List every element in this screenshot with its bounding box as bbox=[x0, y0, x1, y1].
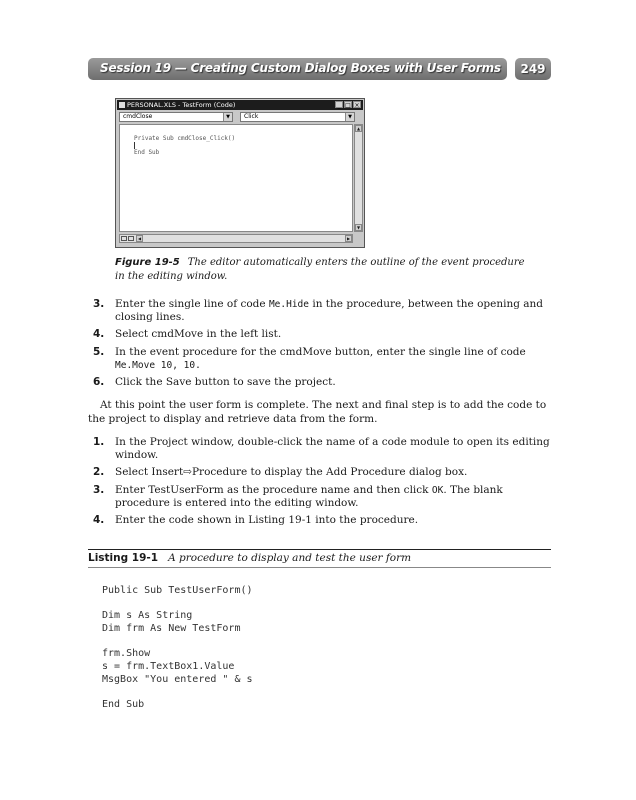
step-number: 2. bbox=[93, 466, 105, 478]
code-line: s = frm.TextBox1.Value bbox=[102, 661, 235, 672]
running-header-bar bbox=[88, 58, 507, 80]
menu-arrow-icon: ⇨ bbox=[183, 466, 192, 478]
app-icon bbox=[119, 102, 125, 108]
list-item bbox=[93, 328, 553, 341]
horizontal-scrollbar[interactable] bbox=[119, 234, 353, 243]
vertical-scrollbar[interactable] bbox=[354, 124, 363, 232]
step-text: Enter the code shown in Listing 19-1 into the procedure. bbox=[115, 514, 419, 526]
figure-caption-text: The editor automatically enters the outline of the event procedure in the editing window. bbox=[115, 257, 525, 282]
step-text: in the procedure, between the opening and closing lines. bbox=[115, 298, 544, 323]
step-text: Enter TestUserForm as the procedure name and then click bbox=[115, 484, 432, 496]
maximize-icon[interactable]: □ bbox=[345, 102, 351, 109]
step-number: 4. bbox=[93, 514, 105, 526]
running-title: Session 19 — Creating Custom Dialog Boxes with User Forms bbox=[100, 61, 501, 75]
step-text: . The blank procedure is entered into the editing window. bbox=[115, 484, 503, 509]
figure-screenshot-window bbox=[115, 98, 365, 248]
object-combo[interactable] bbox=[119, 112, 233, 122]
inline-code: Me.Move 10, 10. bbox=[115, 360, 201, 371]
window-titlebar bbox=[117, 100, 363, 110]
inline-code: OK bbox=[431, 485, 444, 496]
list-item bbox=[93, 514, 553, 527]
list-item bbox=[93, 436, 553, 462]
step-number: 5. bbox=[93, 346, 105, 358]
chevron-down-icon[interactable]: ▼ bbox=[345, 113, 354, 121]
figure-label: Figure 19-5 bbox=[115, 257, 180, 268]
close-icon[interactable]: × bbox=[354, 102, 360, 109]
page-number: 249 bbox=[515, 58, 551, 80]
procedure-view-icon[interactable] bbox=[121, 236, 127, 241]
scroll-left-icon[interactable]: ◀ bbox=[137, 236, 142, 241]
code-editor[interactable] bbox=[119, 124, 353, 232]
step-text: In the event procedure for the cmdMove button, enter the single line of code bbox=[115, 346, 526, 358]
code-line: Public Sub TestUserForm() bbox=[102, 585, 253, 596]
step-number: 3. bbox=[93, 298, 105, 310]
code-line: Dim s As String bbox=[102, 610, 193, 621]
procedure-combo[interactable] bbox=[240, 112, 355, 122]
step-number: 3. bbox=[93, 484, 105, 496]
text-caret bbox=[134, 142, 135, 149]
listing-rule-top bbox=[88, 549, 551, 550]
procedure-combo-value: Click bbox=[244, 113, 259, 120]
inline-code: Me.Hide bbox=[268, 299, 309, 310]
step-text: Click the Save button to save the project. bbox=[115, 376, 336, 388]
list-item bbox=[93, 484, 553, 510]
scroll-up-icon[interactable]: ▲ bbox=[356, 126, 361, 131]
step-text: Select Insert bbox=[115, 466, 184, 478]
step-number: 1. bbox=[93, 436, 105, 448]
code-line: MsgBox "You entered " & s bbox=[102, 674, 253, 685]
scroll-right-icon[interactable]: ▶ bbox=[346, 236, 351, 241]
list-item bbox=[93, 466, 553, 479]
listing-caption-text: A procedure to display and test the user form bbox=[168, 552, 412, 564]
listing-label: Listing 19-1 bbox=[88, 552, 159, 564]
code-line: frm.Show bbox=[102, 648, 151, 659]
code-line: Private Sub cmdClose_Click() bbox=[134, 135, 236, 142]
window-title: PERSONAL.XLS - TestForm (Code) bbox=[127, 101, 236, 109]
object-combo-value: cmdClose bbox=[123, 113, 153, 120]
step-number: 6. bbox=[93, 376, 105, 388]
step-text: Select cmdMove in the left list. bbox=[115, 328, 282, 340]
scroll-down-icon[interactable]: ▼ bbox=[356, 225, 361, 230]
figure-caption bbox=[115, 256, 535, 284]
body-paragraph: At this point the user form is complete. The next and final step is to add the code to the project to display and retrieve data from the form. bbox=[88, 399, 547, 425]
list-item bbox=[93, 346, 553, 372]
step-text: Enter the single line of code bbox=[115, 298, 269, 310]
step-text: Procedure to display the Add Procedure dialog box. bbox=[191, 466, 468, 478]
step-number: 4. bbox=[93, 328, 105, 340]
code-line: Dim frm As New TestForm bbox=[102, 623, 241, 634]
step-text: In the Project window, double-click the name of a code module to open its editing window. bbox=[115, 436, 550, 461]
full-module-view-icon[interactable] bbox=[128, 236, 134, 241]
code-line: End Sub bbox=[102, 699, 145, 710]
chevron-down-icon[interactable]: ▼ bbox=[223, 113, 232, 121]
minimize-icon[interactable]: _ bbox=[335, 101, 343, 108]
code-line: End Sub bbox=[134, 149, 160, 156]
listing-rule-bottom bbox=[88, 567, 551, 568]
list-item bbox=[93, 376, 553, 389]
list-item bbox=[93, 298, 553, 324]
listing-caption bbox=[88, 552, 411, 564]
